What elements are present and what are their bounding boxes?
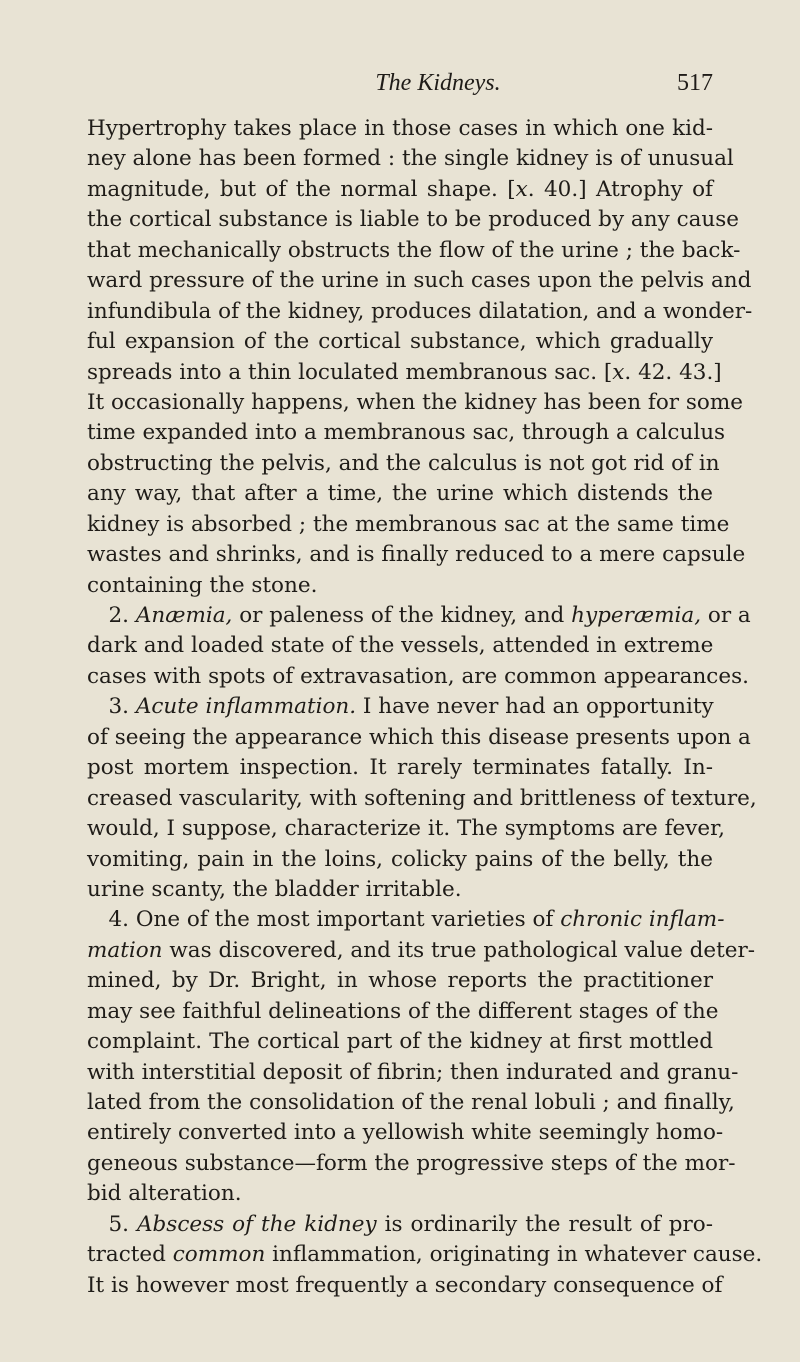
text-segment: is ordinarily the result of pro- [376, 1211, 713, 1237]
running-head-title: The Kidneys. [375, 70, 501, 96]
text-segment: post mortem inspection. It rarely terminates fatally. In- [87, 755, 713, 781]
text-line [87, 144, 734, 174]
text-line [87, 1210, 713, 1240]
text-segment: time expanded into a membranous sac, through a calculus [87, 420, 726, 446]
text-line [87, 753, 713, 783]
text-segment: 2. [87, 603, 136, 628]
text-line [87, 1088, 735, 1118]
text-segment: ney alone has been formed : the single kidney is of unusual [87, 146, 734, 172]
text-line [87, 449, 720, 479]
text-segment: 3. [87, 694, 136, 720]
text-segment: with interstitial deposit of fibrin; then indurated and granu- [87, 1059, 739, 1085]
text-line [87, 266, 752, 296]
text-segment: 5. [87, 1211, 138, 1237]
text-segment: spreads into a thin loculated membranous sac. [ [87, 359, 613, 385]
text-line [87, 479, 713, 509]
text-segment: 4. One of the most important varieties of [87, 907, 561, 933]
italic-text: x [515, 176, 528, 202]
text-segment: any way, that after a time, the urine which distends the [87, 481, 713, 507]
text-segment: dark and loaded state of the vessels, attended in extreme [87, 633, 714, 659]
text-segment: . 42. 43.] [624, 359, 722, 385]
text-segment: may see faithful delineations of the different stages of the [87, 998, 719, 1024]
text-segment: was discovered, and its true pathological value deter- [162, 937, 756, 963]
text-segment: . 40.] Atrophy of [527, 176, 713, 202]
text-line [87, 631, 713, 661]
running-head [160, 68, 713, 98]
text-segment: vomiting, pain in the loins, colicky pains of the belly, the [87, 846, 713, 872]
text-segment: ward pressure of the urine in such cases upon the pelvis and [87, 268, 752, 294]
text-segment: It occasionally happens, when the kidney has been for some [87, 389, 743, 415]
text-line [87, 601, 751, 631]
text-segment: tracted [87, 1242, 173, 1268]
italic-text: x [612, 359, 625, 385]
text-segment: infundibula of the kidney, produces dilatation, and a wonder- [87, 298, 753, 324]
text-line [87, 571, 713, 601]
text-line [87, 784, 757, 814]
text-line [87, 1058, 739, 1088]
text-line [87, 175, 713, 205]
text-segment: wastes and shrinks, and is finally reduced to a mere capsule [87, 542, 746, 568]
text-line [87, 1271, 723, 1301]
text-segment: obstructing the pelvis, and the calculus is not got rid of in [87, 450, 720, 476]
italic-text: common [172, 1242, 266, 1268]
text-line [87, 1179, 713, 1209]
text-segment: of seeing the appearance which this disease presents upon a [87, 724, 751, 750]
text-segment: Hypertrophy takes place in those cases in which one kid- [87, 116, 713, 141]
text-segment: I have never had an opportunity [356, 694, 714, 720]
text-line [87, 358, 722, 388]
text-line [87, 692, 713, 722]
text-line [87, 114, 713, 144]
text-segment: inflammation, originating in whatever cause. [265, 1242, 763, 1268]
text-segment: would, I suppose, characterize it. The symptoms are fever, [87, 816, 725, 842]
page-number: 517 [677, 70, 713, 96]
text-segment: urine scanty, the bladder irritable. [87, 876, 462, 902]
text-line [87, 966, 713, 996]
italic-text: Abscess of the kidney [137, 1211, 377, 1237]
text-segment: entirely converted into a yellowish white seemingly homo- [87, 1120, 724, 1146]
italic-text: mation [87, 937, 163, 963]
italic-text: Anæmia, [135, 603, 233, 628]
text-line [87, 845, 713, 875]
text-line [87, 540, 746, 570]
text-line [87, 327, 713, 357]
text-segment: magnitude, but of the normal shape. [ [87, 176, 516, 202]
text-segment: geneous substance—form the progressive steps of the mor- [87, 1150, 736, 1176]
text-segment: cases with spots of extravasation, are common appearances. [87, 663, 749, 689]
text-line [87, 1240, 763, 1270]
text-line [87, 814, 725, 844]
text-segment: or paleness of the kidney, and [232, 603, 572, 628]
text-segment: creased vascularity, with softening and brittleness of texture, [87, 785, 757, 811]
italic-text: hyperæmia, [571, 603, 702, 628]
text-line [87, 936, 756, 966]
text-line [87, 236, 741, 266]
text-segment: the cortical substance is liable to be produced by any cause [87, 207, 740, 233]
text-line [87, 723, 751, 753]
text-line [87, 418, 726, 448]
text-line [87, 875, 713, 905]
text-line [87, 1149, 736, 1179]
text-line [87, 1118, 724, 1148]
text-line [87, 510, 730, 540]
italic-text: Acute inflammation. [135, 694, 357, 720]
text-segment: or a [701, 603, 751, 628]
text-line [87, 205, 740, 235]
text-segment: ful expansion of the cortical substance, which gradually [87, 329, 713, 355]
text-line [87, 1027, 713, 1057]
text-segment: It is however most frequently a secondary consequence of [87, 1272, 723, 1298]
body-text [87, 114, 763, 1301]
text-segment: mined, by Dr. Bright, in whose reports the practitioner [87, 968, 713, 994]
text-segment: bid alteration. [87, 1181, 242, 1207]
text-segment: complaint. The cortical part of the kidney at first mottled [87, 1029, 713, 1055]
text-segment: kidney is absorbed ; the membranous sac at the same time [87, 511, 730, 537]
text-segment: containing the stone. [87, 572, 318, 598]
text-line [87, 662, 749, 692]
text-line [87, 997, 719, 1027]
italic-text: chronic inflam- [560, 907, 725, 933]
text-line [87, 905, 725, 935]
text-line [87, 297, 753, 327]
text-line [87, 388, 743, 418]
text-segment: lated from the consolidation of the renal lobuli ; and finally, [87, 1090, 735, 1115]
text-segment: that mechanically obstructs the flow of the urine ; the back- [87, 237, 741, 263]
